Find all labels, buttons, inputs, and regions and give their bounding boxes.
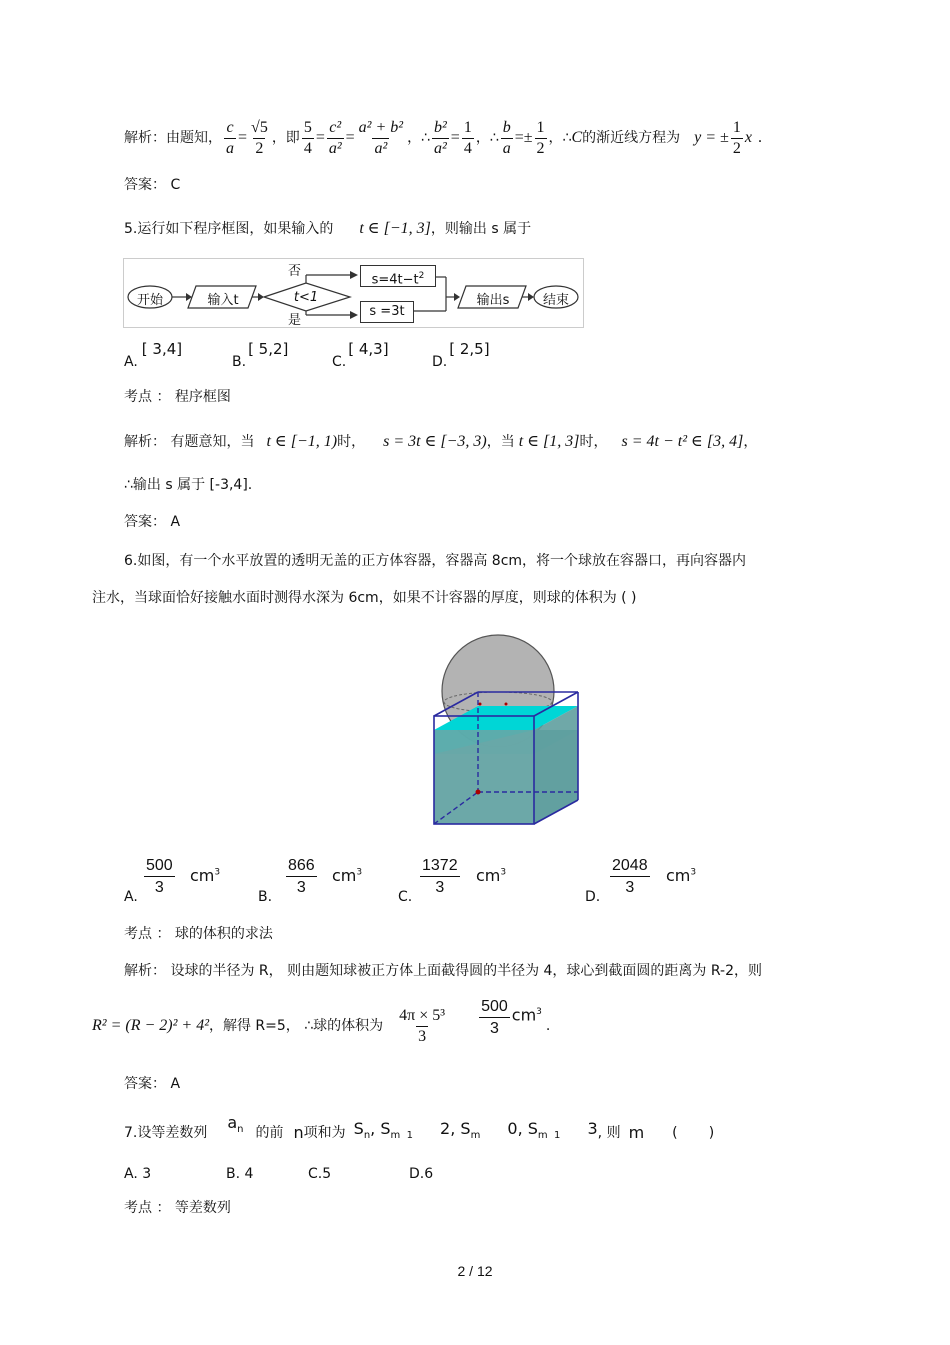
option-unit: $cm^3$	[666, 866, 697, 885]
answer-4: 答案： C	[124, 177, 181, 193]
process-1-exponent: 2	[418, 271, 425, 281]
math-result-1: s = 3t ∈ [−3, 3)	[383, 433, 487, 450]
option-letter: D.	[432, 354, 448, 370]
analysis-5-line	[124, 433, 757, 451]
answer-6: 答案： A	[124, 1076, 181, 1092]
flowchart	[123, 258, 584, 328]
analysis-6-line-2	[92, 996, 550, 1056]
option-d[interactable]: D.6	[409, 1166, 434, 1182]
option-b[interactable]: B. 4	[226, 1166, 254, 1182]
answer-blank: ( )	[672, 1125, 715, 1141]
fraction-c-over-a: $\frac{c}{a}$	[226, 118, 234, 157]
period: .	[545, 1018, 551, 1034]
process-1-text: s=4t−t	[371, 272, 419, 288]
fraction-c2-over-a2: $\frac{\text{c²}}{\text{a²}}$	[328, 118, 342, 157]
sequence-a-n: $a_n$	[227, 1113, 244, 1136]
flowchart-process-2: s =3t	[360, 301, 414, 323]
option-c[interactable]	[332, 340, 389, 370]
volume-fraction: $\frac{\text{4π × 5³}}{3}$	[399, 1006, 446, 1045]
stem-text: 7.设等差数列	[124, 1125, 208, 1141]
equals-sign: =	[345, 129, 355, 146]
stem-text: 项和为	[303, 1125, 346, 1141]
connector-text: ，即	[271, 130, 300, 146]
cube-sphere-figure	[420, 624, 590, 834]
question-6-line-1: 6.如图，有一个水平放置的透明无盖的正方体容器，容器高 8cm，将一个球放在容器口，再向容器内	[124, 553, 747, 569]
asymptote-text: 的渐近线方程为	[582, 130, 681, 146]
stem-text: 5.运行如下程序框图，如果输入的	[124, 221, 334, 237]
flowchart-process-1	[360, 265, 436, 287]
option-letter: C.	[398, 889, 413, 905]
fraction-a2b2-over-a2: $\frac{\text{a² + b²}}{\text{a²}}$	[358, 118, 404, 157]
stem-text: ，则输出 s 属于	[430, 221, 532, 237]
option-letter: B.	[258, 889, 273, 905]
analysis-text: ，当	[486, 434, 515, 450]
option-fraction: $\frac{1372}{3}$	[420, 856, 460, 899]
flowchart-no-label: 否	[288, 264, 302, 279]
math-interval-2: t ∈ [1, 3]	[518, 433, 580, 450]
fraction-1-over-2: $\frac{1}{2}$	[536, 118, 545, 157]
point-6: 考点 ： 球的体积的求法	[124, 926, 273, 942]
option-value: [ 3,4]	[141, 340, 183, 358]
option-letter: C.	[332, 354, 347, 370]
fraction-1-over-4: $\frac{1}{4}$	[463, 118, 472, 157]
question-5-stem	[124, 220, 531, 238]
result-fraction: $\frac{500}{3}$	[479, 997, 510, 1040]
math-result-2: s = 4t − t² ∈ [3, 4]	[621, 433, 744, 450]
question-6-line-2: 注水，当球面恰好接触水面时测得水深为 6cm，如果不计容器的厚度，则球的体积为 ( )	[92, 590, 637, 606]
equals-sign: =	[238, 129, 248, 146]
answer-5: 答案： A	[124, 514, 181, 530]
plus-minus: =±	[514, 129, 533, 146]
variable-x: x	[744, 129, 752, 146]
analysis-label: 解析：由题知，	[124, 130, 222, 146]
equals-sign: =	[450, 129, 460, 146]
sum-expression: $S_n$, $S_{m 1}$ 2, $S_m$ 0, $S_{m 1}$ 3	[353, 1119, 598, 1142]
option-b[interactable]	[232, 340, 289, 370]
therefore-text: ，∴	[407, 130, 430, 146]
option-fraction: $\frac{500}{3}$	[144, 856, 175, 899]
option-d[interactable]	[432, 340, 490, 370]
flowchart-start: 开始	[136, 293, 163, 308]
question-7-stem	[124, 1113, 715, 1148]
analysis-6-line-1: 解析： 设球的半径为 R， 则由题知球被正方体上面截得圆的半径为 4，球心到截面圆的距离为 R-2，则	[124, 963, 763, 979]
option-letter: D.	[585, 889, 601, 905]
asymptote-lhs: y = ±	[694, 129, 729, 146]
flowchart-condition: t<1	[293, 290, 319, 305]
analysis-4-line	[124, 113, 762, 163]
result-unit: $cm^3$	[511, 1005, 542, 1025]
analysis-text: ，	[743, 434, 758, 450]
variable-m: m	[628, 1123, 645, 1142]
fraction-sqrt5-over-2: $\frac{√5}{2}$	[251, 118, 268, 157]
math-interval-1: t ∈ [−1, 1)	[266, 433, 338, 450]
option-fraction: $\frac{866}{3}$	[286, 856, 317, 899]
conclusion-5: ∴输出 s 属于 [-3,4].	[124, 477, 253, 493]
fraction-5-over-4: $\frac{5}{4}$	[303, 118, 312, 157]
analysis-text: 时，	[337, 434, 366, 450]
therefore-text: ，∴	[548, 130, 572, 146]
flowchart-yes-label: 是	[288, 313, 302, 328]
option-value: [ 4,3]	[348, 340, 389, 358]
option-a[interactable]	[124, 340, 183, 370]
stem-text: 的前	[255, 1125, 284, 1141]
flowchart-end: 结束	[542, 293, 569, 308]
option-unit: $cm^3$	[476, 866, 507, 885]
therefore-text: ，∴	[475, 130, 499, 146]
input-condition: t ∈ [−1, 3]	[359, 220, 431, 237]
option-value: [ 2,5]	[449, 340, 490, 358]
page-number: 2 / 12	[457, 1263, 493, 1279]
point-7: 考点 ： 等差数列	[124, 1200, 231, 1216]
curve-c: C	[571, 129, 583, 146]
fraction-b2-over-a2: $\frac{\text{b²}}{\text{a²}}$	[433, 118, 447, 157]
equation: R² = (R − 2)² + 4²	[92, 1017, 209, 1034]
fraction-b-over-a: $\frac{b}{a}$	[502, 118, 511, 157]
analysis-text: 解析： 有题意知，当	[124, 434, 255, 450]
option-letter: B.	[232, 354, 247, 370]
point-5: 考点 ： 程序框图	[124, 389, 231, 405]
option-value: [ 5,2]	[248, 340, 289, 358]
flowchart-input: 输入t	[207, 293, 239, 308]
option-c[interactable]: C.5	[308, 1166, 332, 1182]
option-letter: A.	[124, 354, 138, 370]
variable-n: n	[293, 1123, 304, 1142]
option-unit: $cm^3$	[190, 866, 221, 885]
option-letter: A.	[124, 889, 138, 905]
option-fraction: $\frac{2048}{3}$	[610, 856, 650, 899]
option-a[interactable]: A. 3	[124, 1166, 152, 1182]
fraction-1-over-2: $\frac{1}{2}$	[732, 118, 741, 157]
flowchart-output: 输出s	[476, 293, 510, 308]
analysis-text: ，解得 R=5， ∴球的体积为	[208, 1018, 384, 1034]
option-unit: $cm^3$	[332, 866, 363, 885]
analysis-text: 时，	[579, 434, 608, 450]
equals-sign: =	[315, 129, 325, 146]
stem-text: , 则	[597, 1125, 621, 1141]
period: .	[757, 129, 762, 146]
